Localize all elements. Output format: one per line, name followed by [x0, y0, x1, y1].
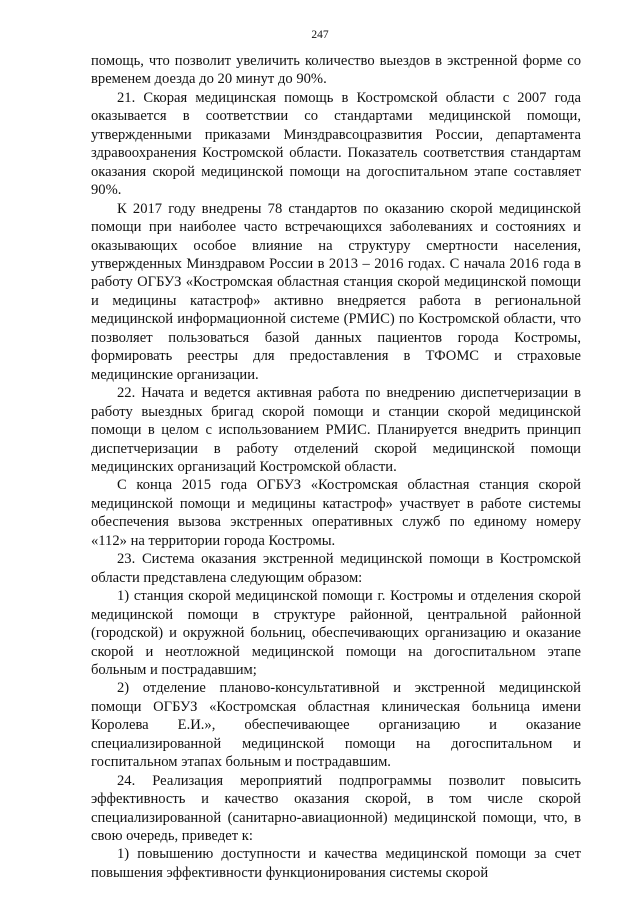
paragraph: 1) повышению доступности и качества медицинской помощи за счет повышения эффективности функционирования системы скорой — [91, 846, 581, 881]
paragraph: 24. Реализация мероприятий подпрограммы позволит повысить эффективность и качество оказания скорой, в том числе скорой специализированной (санитарно-авиационной) медицинской помощи, что, в свою очередь, приведет к: — [91, 772, 581, 845]
paragraph: С конца 2015 года ОГБУЗ «Костромская областная станция скорой медицинской помощи и медицины катастроф» участвует в работе системы обеспечения вызова экстренных оперативных служб по единому номеру «112» на территории города Костромы. — [91, 477, 581, 549]
paragraph: К 2017 году внедрены 78 стандартов по оказанию скорой медицинской помощи при наиболее часто встречающихся заболеваниях и состояниях и оказывающих особое влияние на структуру смертности населения, утвержденных Минздравом России в 2013 – 2016 годах. С начала 2016 года в работу ОГБУЗ «Костромская областная станция скорой медицинской помощи и медицины катастроф» активно внедряется работа в региональной медицинской информационной системе (РМИС) по Костромской области, что позволяет пользоваться базой данных пациентов города Костромы, формировать реестры для предоставления в ТФОМС и страховые медицинские организации. — [91, 200, 581, 383]
paragraph: помощь, что позволит увеличить количество выездов в экстренной форме со временем доезда до 20 минут до 90%. — [91, 53, 581, 88]
paragraph: 23. Система оказания экстренной медицинской помощи в Костромской области представлена следующим образом: — [91, 551, 581, 586]
paragraph: 22. Начата и ведется активная работа по внедрению диспетчеризации в работу выездных бригад скорой помощи и станции скорой медицинской помощи в целом с использованием РМИС. Планируется внедрить принцип диспетчеризации в работу отделений скорой медицинской помощи медицинских организаций Костромской области. — [91, 385, 581, 475]
paragraph: 21. Скорая медицинская помощь в Костромской области с 2007 года оказывается в соответствии со стандартами медицинской помощи, утвержденными приказами Минздравсоцразвития России, департамента здравоохранения Костромской области. Показатель соответствия стандартам оказания скорой медицинской помощи на догоспитальном этапе составляет 90%. — [91, 89, 581, 199]
document-body — [91, 52, 581, 882]
paragraph: 1) станция скорой медицинской помощи г. Костромы и отделения скорой медицинской помощи в структуре районной, центральной районной (городской) и окружной больниц, обеспечивающих организацию и оказание скорой и неотложной медицинской помощи на догоспитальном этапе больным и пострадавшим; — [91, 588, 581, 678]
page-number: 247 — [311, 29, 329, 41]
paragraph: 2) отделение планово-консультативной и экстренной медицинской помощи ОГБУЗ «Костромская областная клиническая больница имени Королева Е.И.», обеспечивающее организацию и оказание специализированной медицинской помощи на догоспитальном и госпитальном этапах больным и пострадавшим. — [91, 680, 581, 771]
